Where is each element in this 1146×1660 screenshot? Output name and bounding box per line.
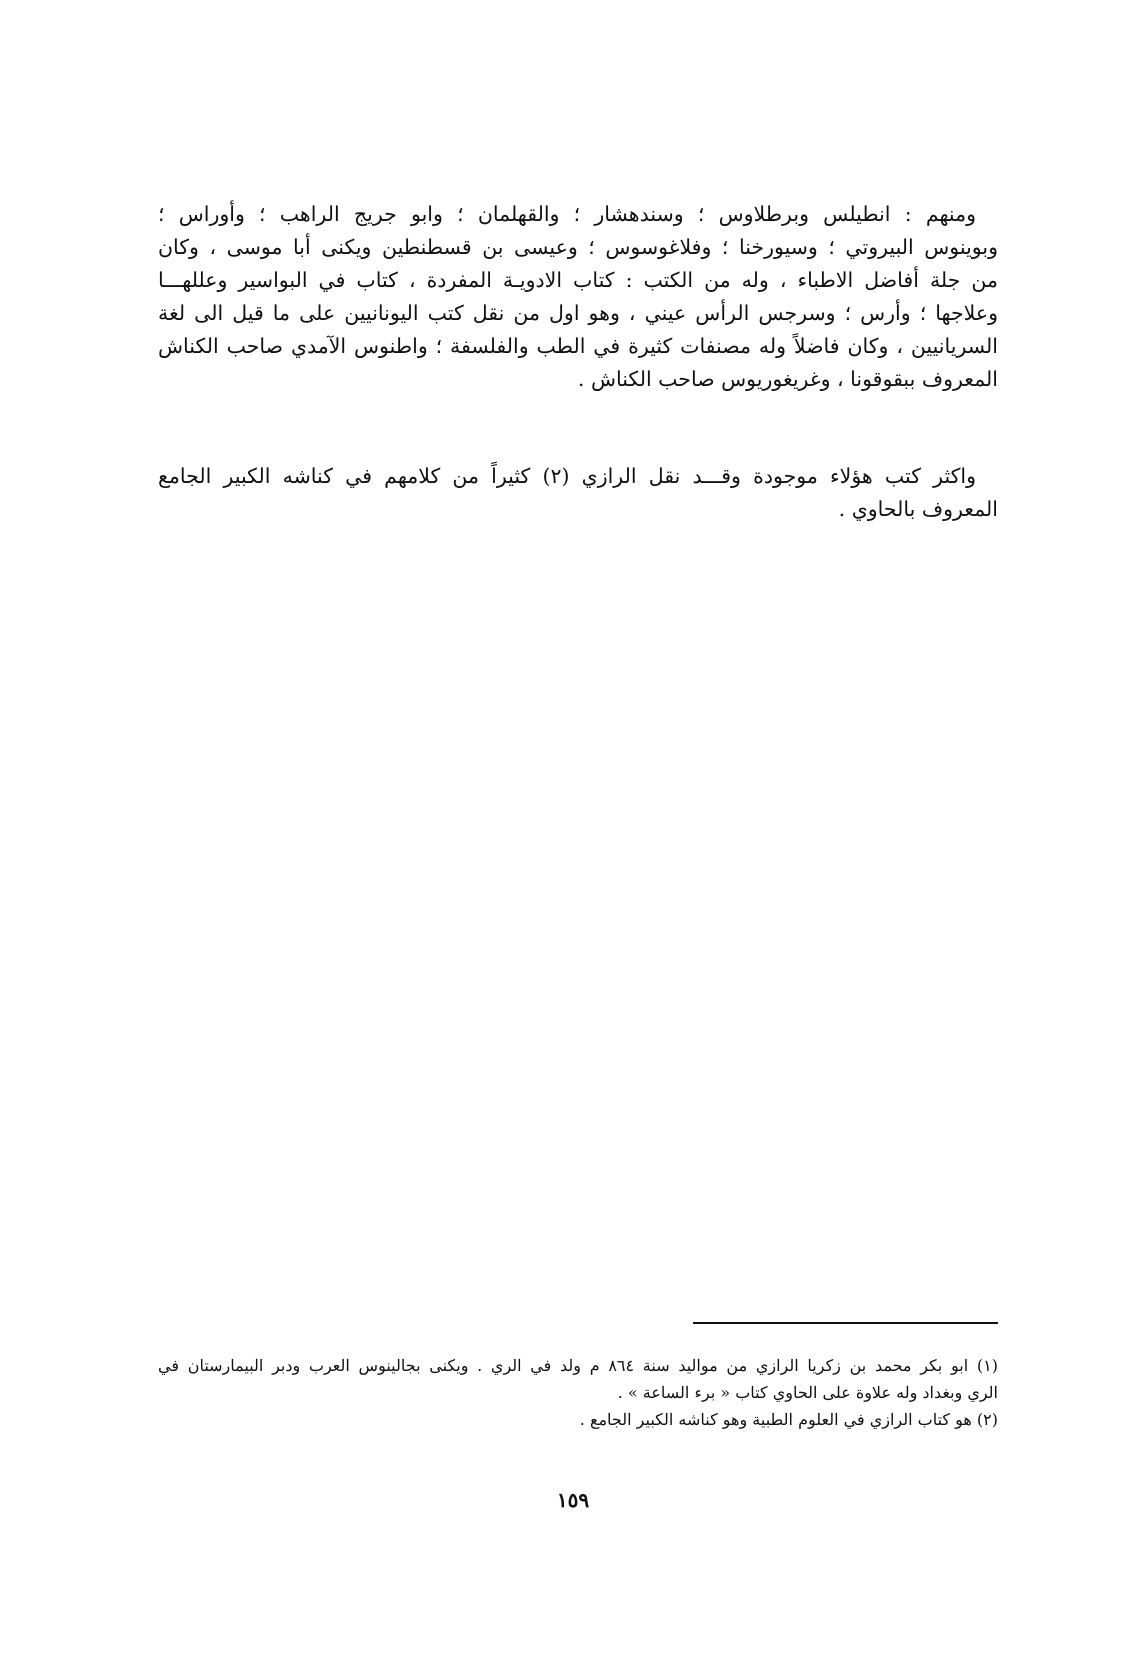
text-line: السريانيين ، وكان فاضلاً وله مصنفات كثيرة في الطب والفلسفة ؛ واطنوس الآمدي صاحب الكناش [158,334,998,358]
text-line: ومنهم : انطيلس وبرطلاوس ؛ وسندهشار ؛ والقهلمان ؛ وابو جريج الراهب ؛ وأوراس ؛ [158,202,976,226]
footnote-line: الري وبغداد وله علاوة على الحاوي كتاب « برء الساعة » . [617,1383,998,1402]
text-line: وبوينوس البيروتي ؛ وسيورخنا ؛ وفلاغوسوس ؛ وعيسى بن قسطنطين ويكنى أبا موسى ، وكان [158,235,998,259]
footnote-separator [693,1322,998,1324]
paragraph-1 [158,198,998,396]
paragraph-2 [158,460,998,526]
footnotes [158,1352,998,1433]
page-number: ١٥٩ [556,1488,590,1512]
main-text [158,198,998,396]
text-line: واكثر كتب هؤلاء موجودة وقـــد نقل الرازي (٢) كثيراً من كلامهم في كناشه الكبير الجامع [158,464,976,488]
text-line: من جلة أفاضل الاطباء ، وله من الكتب : كتاب الادويـة المفردة ، كتاب في البواسير وعللهـــا [158,268,998,292]
text-line: المعروف بالحاوي . [838,497,998,521]
footnote-line: (١) ابو بكر محمد بن زكريا الرازي من مواليد سنة ٨٦٤ م ولد في الري . ويكنى بجالينوس العرب ودبر البيمارستان في [158,1356,998,1375]
text-line: المعروف ببقوقونا ، وغريغوريوس صاحب الكناش . [577,367,998,391]
text-line: وعلاجها ؛ وأرس ؛ وسرجس الرأس عيني ، وهو اول من نقل كتب اليونانيين على ما قيل الى لغة [158,301,998,325]
footnote-line: (٢) هو كتاب الرازي في العلوم الطبية وهو كناشه الكبير الجامع . [579,1410,998,1429]
